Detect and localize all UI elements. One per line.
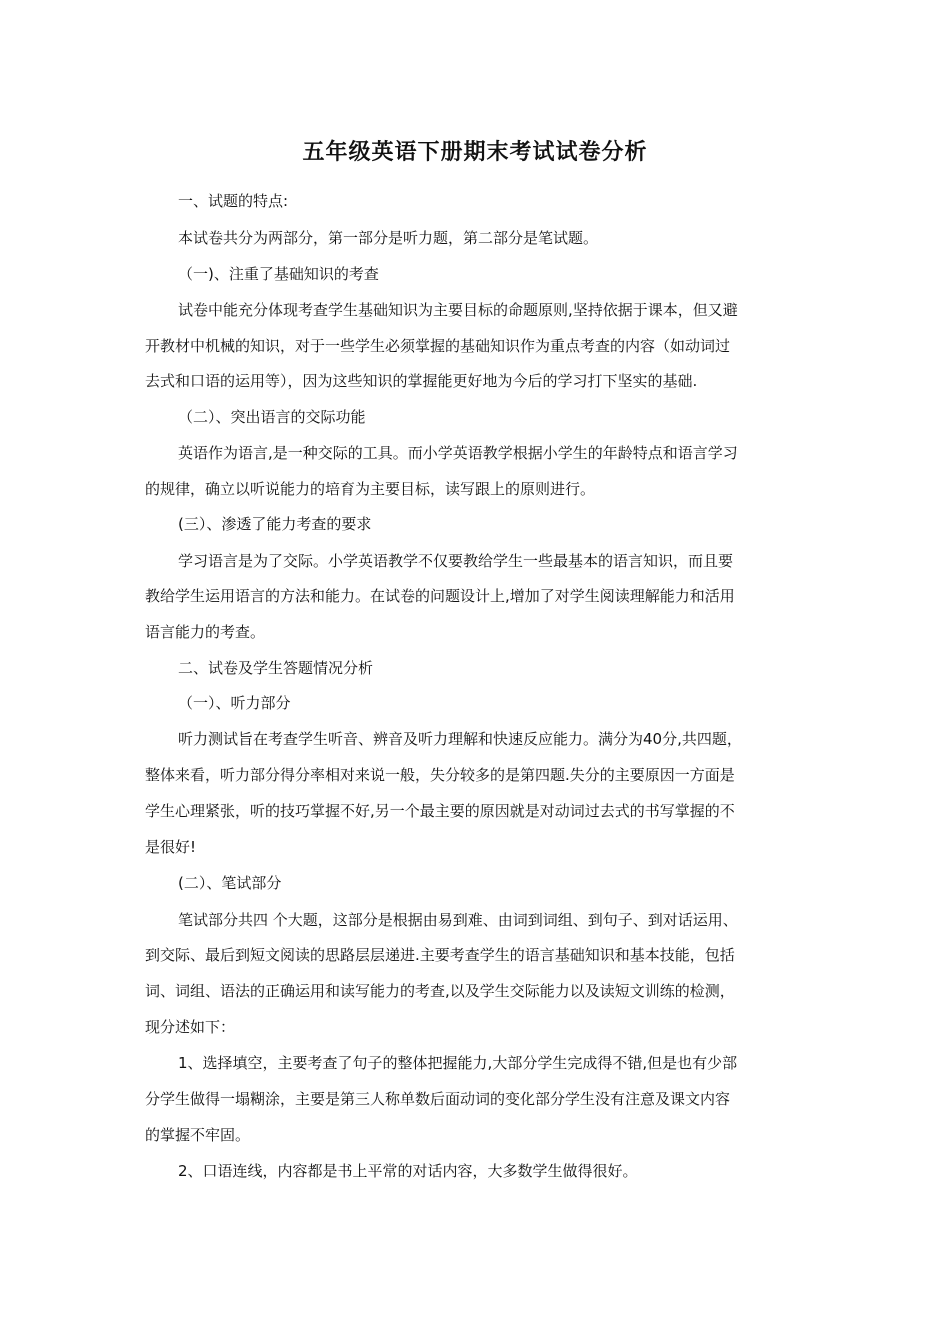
subsection-heading: （一)、注重了基础知识的考查 (178, 265, 379, 283)
paragraph-line: 教给学生运用语言的方法和能力。在试卷的问题设计上,增加了对学生阅读理解能力和活用 (145, 587, 735, 605)
section-heading-1: 一、试题的特点: (178, 192, 289, 210)
paragraph-line: 笔试部分共四 个大题，这部分是根据由易到难、由词到词组、到句子、到对话运用、 (178, 911, 738, 929)
paragraph-line: 学生心理紧张，听的技巧掌握不好,另一个最主要的原因就是对动词过去式的书写掌握的不 (145, 802, 735, 820)
paragraph-line: 试卷中能充分体现考查学生基础知识为主要目标的命题原则,坚持依据于课本，但又避 (178, 301, 738, 319)
paragraph-line: 学习语言是为了交际。小学英语教学不仅要教给学生一些最基本的语言知识，而且要 (178, 552, 734, 570)
subsection-heading: (二）、笔试部分 (178, 874, 282, 892)
paragraph-line: 去式和口语的运用等），因为这些知识的掌握能更好地为今后的学习打下坚实的基础. (145, 372, 698, 390)
paragraph-line: 听力测试旨在考查学生听音、辨音及听力理解和快速反应能力。满分为40分,共四题， (178, 730, 742, 748)
subsection-heading: (三）、渗透了能力考查的要求 (178, 515, 372, 533)
paragraph-line: 的掌握不牢固。 (145, 1126, 251, 1144)
paragraph-line: 分学生做得一塌糊涂，主要是第三人称单数后面动词的变化部分学生没有注意及课文内容 (145, 1090, 731, 1108)
paragraph-line: 英语作为语言,是一种交际的工具。而小学英语教学根据小学生的年龄特点和语言学习 (178, 444, 738, 462)
subsection-heading: （一）、听力部分 (178, 694, 291, 712)
list-item: 1、选择填空，主要考查了句子的整体把握能力,大部分学生完成得不错,但是也有少部 (178, 1054, 738, 1072)
paragraph-line: 词、词组、语法的正确运用和读写能力的考查,以及学生交际能力以及读短文训练的检测， (145, 982, 735, 1000)
paragraph-line: 是很好! (145, 838, 197, 856)
paragraph-line: 语言能力的考查。 (145, 623, 266, 641)
paragraph-line: 本试卷共分为两部分，第一部分是听力题，第二部分是笔试题。 (178, 229, 599, 247)
document-title: 五年级英语下册期末考试试卷分析 (302, 140, 648, 165)
paragraph-line: 的规律，确立以听说能力的培育为主要目标，读写跟上的原则进行。 (145, 480, 596, 498)
section-heading-2: 二、试卷及学生答题情况分析 (178, 659, 374, 677)
paragraph-line: 现分述如下： (145, 1018, 236, 1036)
paragraph-line: 开教材中机械的知识，对于一些学生必须掌握的基础知识作为重点考查的内容（如动词过 (145, 337, 731, 355)
subsection-heading: （二）、突出语言的交际功能 (178, 408, 366, 426)
list-item: 2、口语连线，内容都是书上平常的对话内容，大多数学生做得很好。 (178, 1162, 638, 1180)
paragraph-line: 到交际、最后到短文阅读的思路层层递进.主要考查学生的语言基础知识和基本技能，包括 (145, 946, 735, 964)
paragraph-line: 整体来看，听力部分得分率相对来说一般，失分较多的是第四题.失分的主要原因一方面是 (145, 766, 735, 784)
